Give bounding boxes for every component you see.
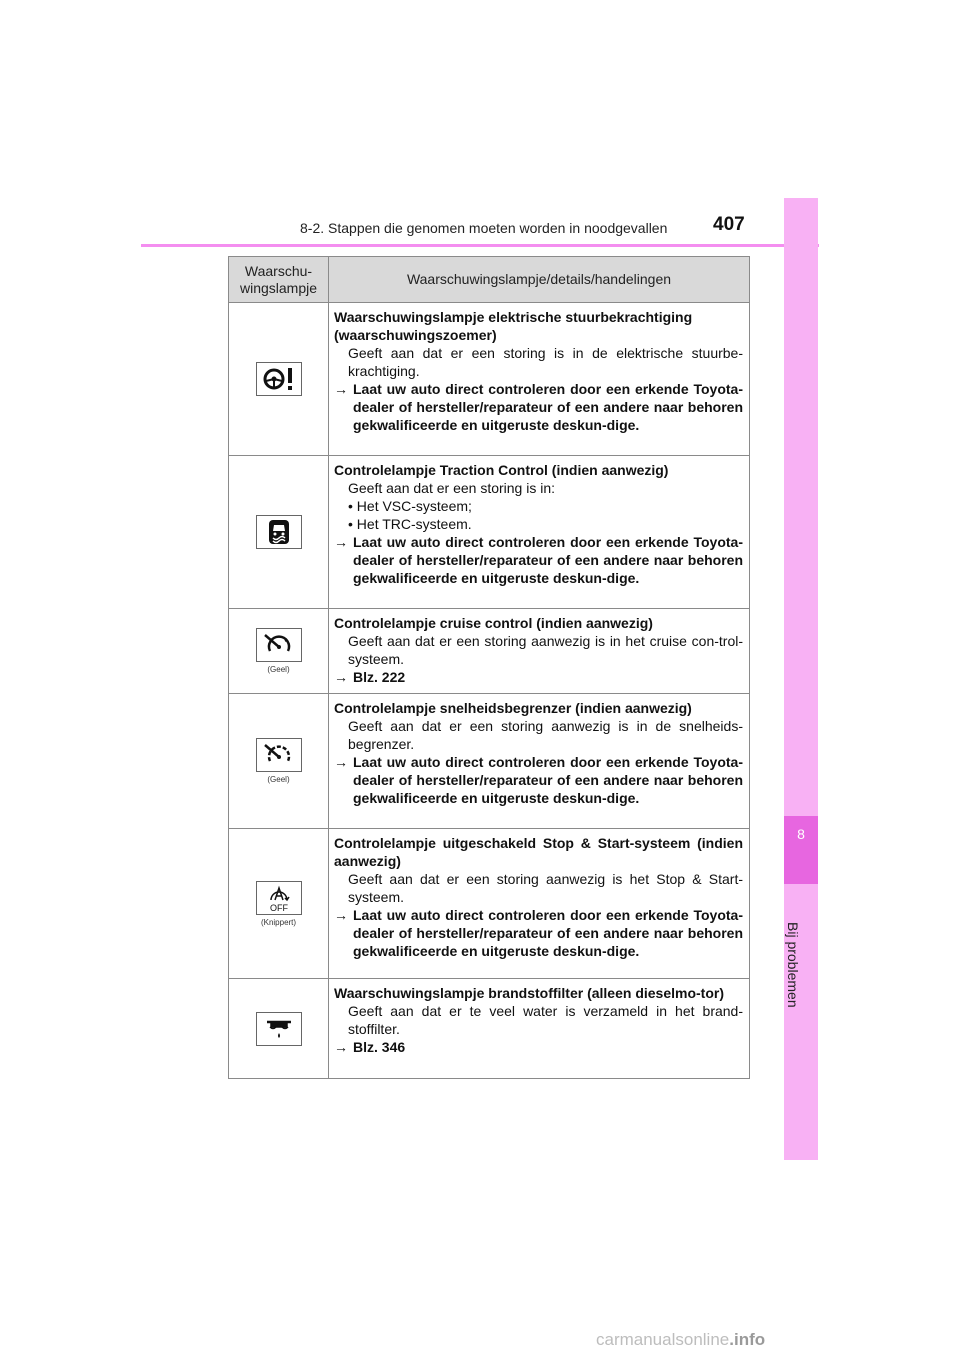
page-number: 407 <box>713 214 745 235</box>
stop-start-off-icon <box>256 881 302 915</box>
lamp-title: Controlelampje snelheidsbegrenzer (indien aanwezig) <box>334 700 692 716</box>
lamp-title: Controlelampje uitgeschakeld Stop & Start-systeem (indien aanwezig) <box>334 835 743 869</box>
lamp-details-cell <box>329 694 750 829</box>
traction-control-icon <box>256 515 302 549</box>
fuel-filter-icon <box>256 1012 302 1046</box>
table-header-row <box>229 257 750 303</box>
lamp-description: Geeft aan dat er een storing aanwezig is in de snelheids-begrenzer. <box>348 718 743 752</box>
table-row <box>229 829 750 979</box>
arrow-icon: → <box>334 669 348 685</box>
lamp-action: → Laat uw auto direct controleren door een erkende Toyota-dealer of hersteller/reparateur of een andere naar behoren gekwalificeerde en uitgeruste deskun-dige. <box>334 381 743 433</box>
lamp-icon-cell <box>229 609 329 694</box>
chapter-label: Bij problemen <box>785 922 801 1008</box>
lamp-action: → Blz. 222 <box>334 669 406 685</box>
list-item: • Het VSC-systeem; <box>348 498 472 514</box>
off-label: OFF <box>269 902 288 913</box>
header-lamp: Waarschu- wingslampje <box>229 257 329 303</box>
arrow-icon: → <box>334 1039 348 1055</box>
arrow-icon: → <box>334 381 348 397</box>
lamp-description: Geeft aan dat er te veel water is verzameld in het brand-stoffilter. <box>348 1003 743 1037</box>
lamp-description: Geeft aan dat er een storing aanwezig is in het cruise con-trol-systeem. <box>348 633 743 667</box>
lamp-action: → Laat uw auto direct controleren door een erkende Toyota-dealer of hersteller/reparateur of een andere naar behoren gekwalificeerde en uitgeruste deskun-dige. <box>334 754 743 806</box>
arrow-icon: → <box>334 534 348 550</box>
table-row <box>229 609 750 694</box>
lamp-title: Waarschuwingslampje elektrische stuurbekrachtiging (waarschuwingszoemer) <box>334 309 693 343</box>
lamp-details-cell <box>329 609 750 694</box>
watermark: carmanualsonline.info <box>596 1330 766 1349</box>
lamp-details-cell <box>329 456 750 609</box>
lamp-color-caption: (Knippert) <box>260 917 297 927</box>
lamp-color-caption: (Geel) <box>267 665 290 674</box>
chapter-side-tab <box>784 198 818 1160</box>
lamp-title: Controlelampje cruise control (indien aanwezig) <box>334 615 653 631</box>
cruise-control-gauge-icon <box>256 628 302 662</box>
lamp-details-cell <box>329 979 750 1079</box>
lamp-icon-cell <box>229 303 329 456</box>
lamp-description: Geeft aan dat er een storing is in de elektrische stuurbe-krachtiging. <box>348 345 743 379</box>
arrow-icon: → <box>334 907 348 923</box>
speed-limiter-gauge-icon <box>256 738 302 772</box>
arrow-icon: → <box>334 754 348 770</box>
lamp-action: → Laat uw auto direct controleren door een erkende Toyota-dealer of hersteller/reparateur of een andere naar behoren gekwalificeerde en uitgeruste deskun-dige. <box>334 534 743 586</box>
lamp-description: Geeft aan dat er een storing aanwezig is het Stop & Start-systeem. <box>348 871 743 905</box>
steering-wheel-exclamation-icon <box>256 362 302 396</box>
table-row <box>229 979 750 1079</box>
chapter-number: 8 <box>797 826 805 842</box>
table-row <box>229 694 750 829</box>
warning-lamp-table <box>228 256 750 1079</box>
section-title: 8-2. Stappen die genomen moeten worden in noodgevallen <box>300 220 668 236</box>
lamp-color-caption: (Geel) <box>267 775 290 784</box>
lamp-description: Geeft aan dat er een storing is in: <box>348 480 556 496</box>
lamp-title: Waarschuwingslampje brandstoffilter (alleen dieselmo-tor) <box>334 985 724 1001</box>
lamp-details-cell <box>329 303 750 456</box>
table-row <box>229 456 750 609</box>
lamp-action: → Blz. 346 <box>334 1039 406 1055</box>
table-row <box>229 303 750 456</box>
lamp-details-cell <box>329 829 750 979</box>
list-item: • Het TRC-systeem. <box>348 516 472 532</box>
lamp-icon-cell <box>229 694 329 829</box>
lamp-icon-cell <box>229 979 329 1079</box>
lamp-title: Controlelampje Traction Control (indien aanwezig) <box>334 462 669 478</box>
header-details: Waarschuwingslampje/details/handelingen <box>329 257 750 303</box>
lamp-action: → Laat uw auto direct controleren door een erkende Toyota-dealer of hersteller/reparateur of een andere naar behoren gekwalificeerde en uitgeruste deskun-dige. <box>334 907 743 959</box>
lamp-icon-cell <box>229 456 329 609</box>
lamp-icon-cell <box>229 829 329 979</box>
header-divider <box>141 244 819 247</box>
